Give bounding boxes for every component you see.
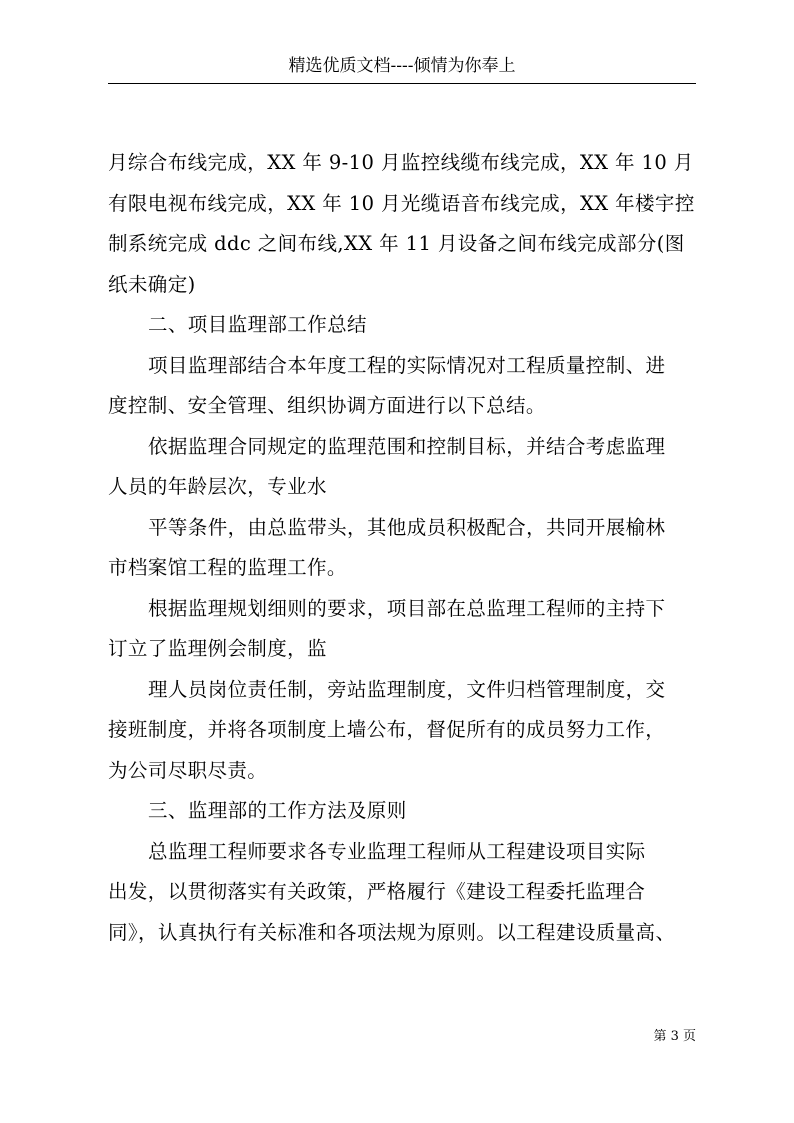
section-heading: 二、项目监理部工作总结 [148, 313, 367, 336]
text-line: 订立了监理例会制度，监 [108, 637, 327, 660]
text-line: 出发，以贯彻落实有关政策，严格履行《建设工程委托监理合 [108, 880, 646, 903]
text-line: 根据监理规划细则的要求，项目部在总监理工程师的主持下 [148, 596, 666, 620]
section-heading: 三、监理部的工作方法及原则 [148, 799, 407, 822]
text-line: 制系统完成 ddc 之间布线,XX 年 11 月设备之间布线完成部分(图 [108, 232, 685, 255]
text-line: 总监理工程师要求各专业监理工程师从工程建设项目实际 [148, 839, 646, 863]
page-header: 精选优质文档----倾情为你奉上 [288, 56, 516, 76]
text-line: 依据监理合同规定的监理范围和控制目标，并结合考虑监理 [148, 434, 666, 458]
text-line: 平等条件，由总监带头，其他成员积极配合，共同开展榆林 [148, 515, 666, 539]
text-line: 同》，认真执行有关标准和各项法规为原则。以工程建设质量高、 [108, 920, 676, 944]
text-line: 市档案馆工程的监理工作。 [108, 556, 347, 579]
text-line: 项目监理部结合本年度工程的实际情况对工程质量控制、进 [148, 353, 666, 377]
text-line: 有限电视布线完成，XX 年 10 月光缆语音布线完成，XX 年楼宇控 [108, 191, 695, 215]
header-divider [108, 83, 696, 84]
document-body [108, 143, 700, 953]
text-line: 为公司尽职尽责。 [108, 758, 268, 782]
text-line: 接班制度，并将各项制度上墙公布，督促所有的成员努力工作， [108, 718, 666, 741]
text-line: 人员的年龄层次，专业水 [108, 475, 327, 498]
text-line: 度控制、安全管理、组织协调方面进行以下总结。 [108, 394, 546, 417]
text-line: 纸未确定) [108, 272, 196, 296]
text-line: 理人员岗位责任制，旁站监理制度，文件归档管理制度，交 [148, 677, 666, 701]
page-number: 第 3 页 [653, 1029, 696, 1044]
text-line: 月综合布线完成，XX 年 9-10 月监控线缆布线完成，XX 年 10 月 [108, 151, 694, 174]
